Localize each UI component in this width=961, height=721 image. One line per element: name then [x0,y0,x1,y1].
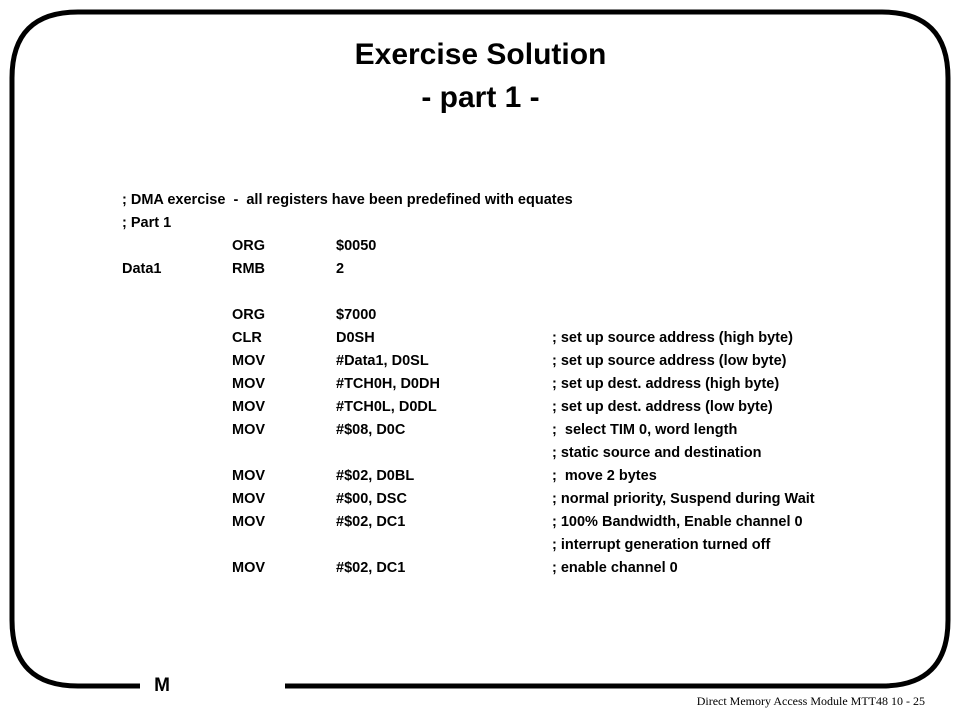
code-note: ; enable channel 0 [552,560,678,576]
code-note: ; select TIM 0, word length [552,422,738,438]
code-opcode: MOV [232,353,266,369]
code-opcode: MOV [232,468,266,484]
code-operand: $7000 [336,307,377,323]
code-note: ; normal priority, Suspend during Wait [552,491,815,507]
slide-title: Exercise Solution [354,38,607,71]
code-note: ; set up dest. address (low byte) [552,399,773,415]
module-logo: M [154,675,170,696]
code-opcode: MOV [232,560,266,576]
code-opcode: MOV [232,422,266,438]
code-opcode: MOV [232,376,266,392]
code-operand: #$02, DC1 [336,514,406,530]
code-note: ; set up source address (high byte) [552,330,793,346]
code-operand: D0SH [336,330,375,346]
code-operand: 2 [336,261,345,277]
slide-subtitle: - part 1 - [421,81,540,114]
code-note: ; interrupt generation turned off [552,537,771,553]
code-note: ; set up source address (low byte) [552,353,787,369]
code-operand: $0050 [336,238,377,254]
code-operand: #Data1, D0SL [336,353,429,369]
code-operand: #TCH0L, D0DL [336,399,437,415]
code-operand: #$02, DC1 [336,560,406,576]
code-note: ; set up dest. address (high byte) [552,376,780,392]
code-operand: #TCH0H, D0DH [336,376,440,392]
code-note: ; static source and destination [552,445,762,461]
code-opcode: CLR [232,330,262,346]
code-comment: ; Part 1 [122,215,172,231]
code-opcode: RMB [232,261,266,277]
code-note: ; 100% Bandwidth, Enable channel 0 [552,514,803,530]
code-note: ; move 2 bytes [552,468,657,484]
code-opcode: MOV [232,399,266,415]
slide-footer: Direct Memory Access Module MTT48 10 - 25 [696,694,925,708]
code-operand: #$08, D0C [336,422,406,438]
code-opcode: MOV [232,514,266,530]
code-opcode: ORG [232,238,266,254]
code-operand: #$02, D0BL [336,468,415,484]
code-opcode: MOV [232,491,266,507]
code-opcode: ORG [232,307,266,323]
code-operand: #$00, DSC [336,491,407,507]
code-label: Data1 [122,261,162,277]
code-comment: ; DMA exercise - all registers have been predefined with equates [122,192,573,208]
